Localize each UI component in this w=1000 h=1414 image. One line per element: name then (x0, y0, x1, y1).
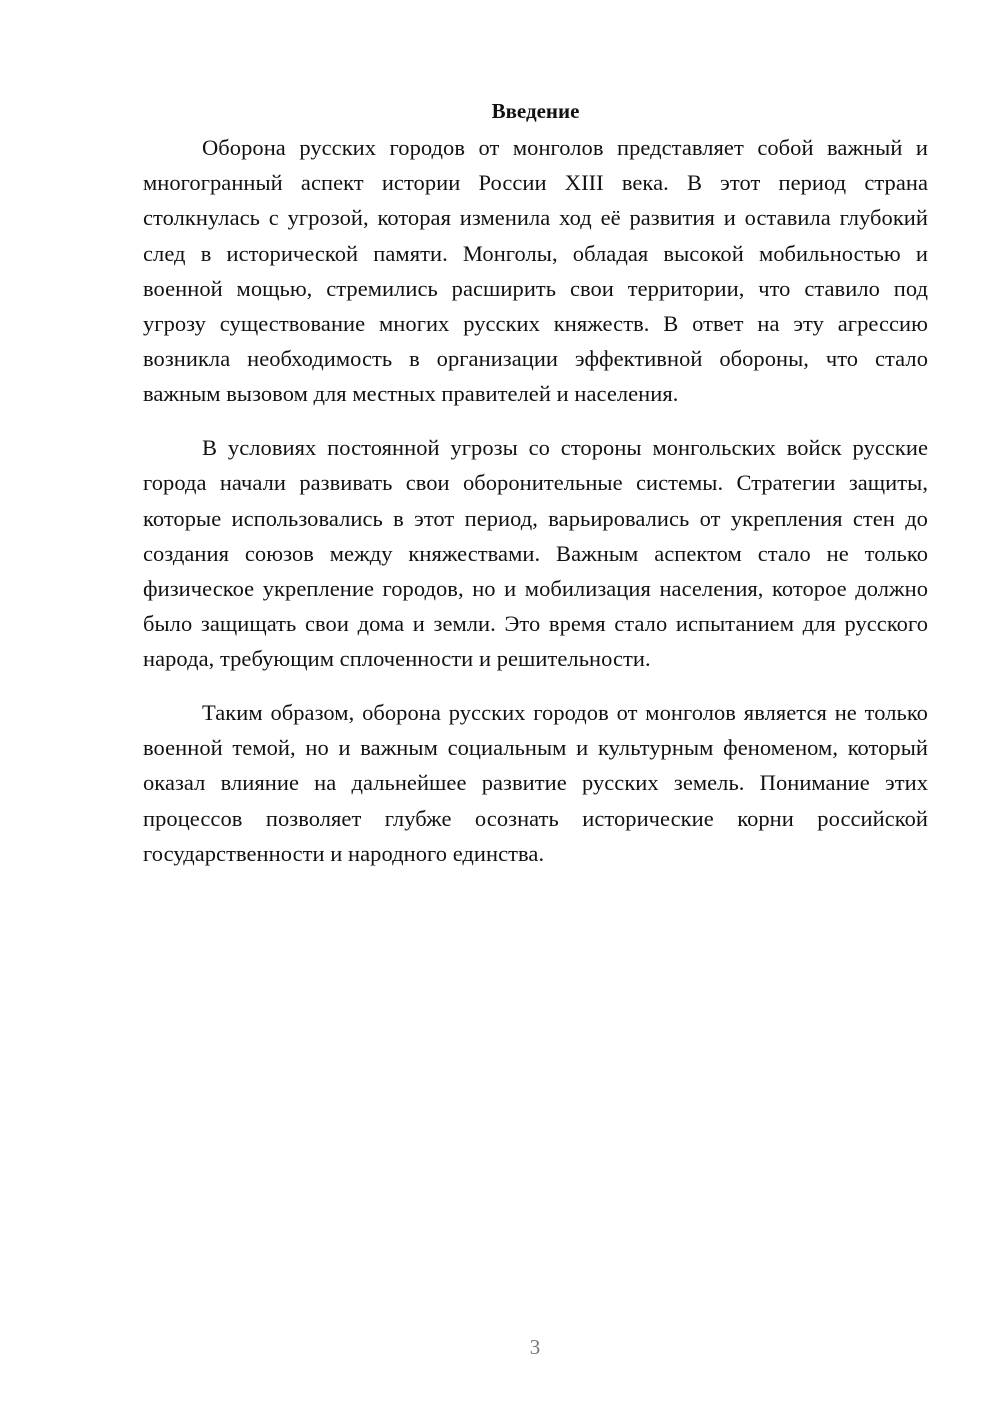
paragraph-3: Таким образом, оборона русских городов от монголов является не только военной темой, но и важным социальным и культурным феноменом, который оказал влияние на дальнейшее развитие русских земель. Понимание этих процессов позволяет глубже осознать исторические корни российской государственности и народного единства. (143, 700, 928, 866)
section-heading: Введение (491, 99, 580, 123)
page-number: 3 (529, 1335, 541, 1359)
page-content (143, 96, 928, 871)
paragraph-1: Оборона русских городов от монголов представляет собой важный и многогранный аспект истории России XIII века. В этот период страна столкнулась с угрозой, которая изменила ход её развития и оставила глубокий след в исторической памяти. Монголы, обладая высокой мобильностью и военной мощью, стремились расширить свои территории, что ставило под угрозу существование многих русских княжеств. В ответ на эту агрессию возникла необходимость в организации эффективной обороны, что стало важным вызовом для местных правителей и населения. (143, 135, 928, 407)
paragraph-2: В условиях постоянной угрозы со стороны монгольских войск русские города начали развивать свои оборонительные системы. Стратегии защиты, которые использовались в этот период, варьировались от укрепления стен до создания союзов между княжествами. Важным аспектом стало не только физическое укрепление городов, но и мобилизация населения, которое должно было защищать свои дома и земли. Это время стало испытанием для русского народа, требующим сплоченности и решительности. (143, 435, 928, 672)
